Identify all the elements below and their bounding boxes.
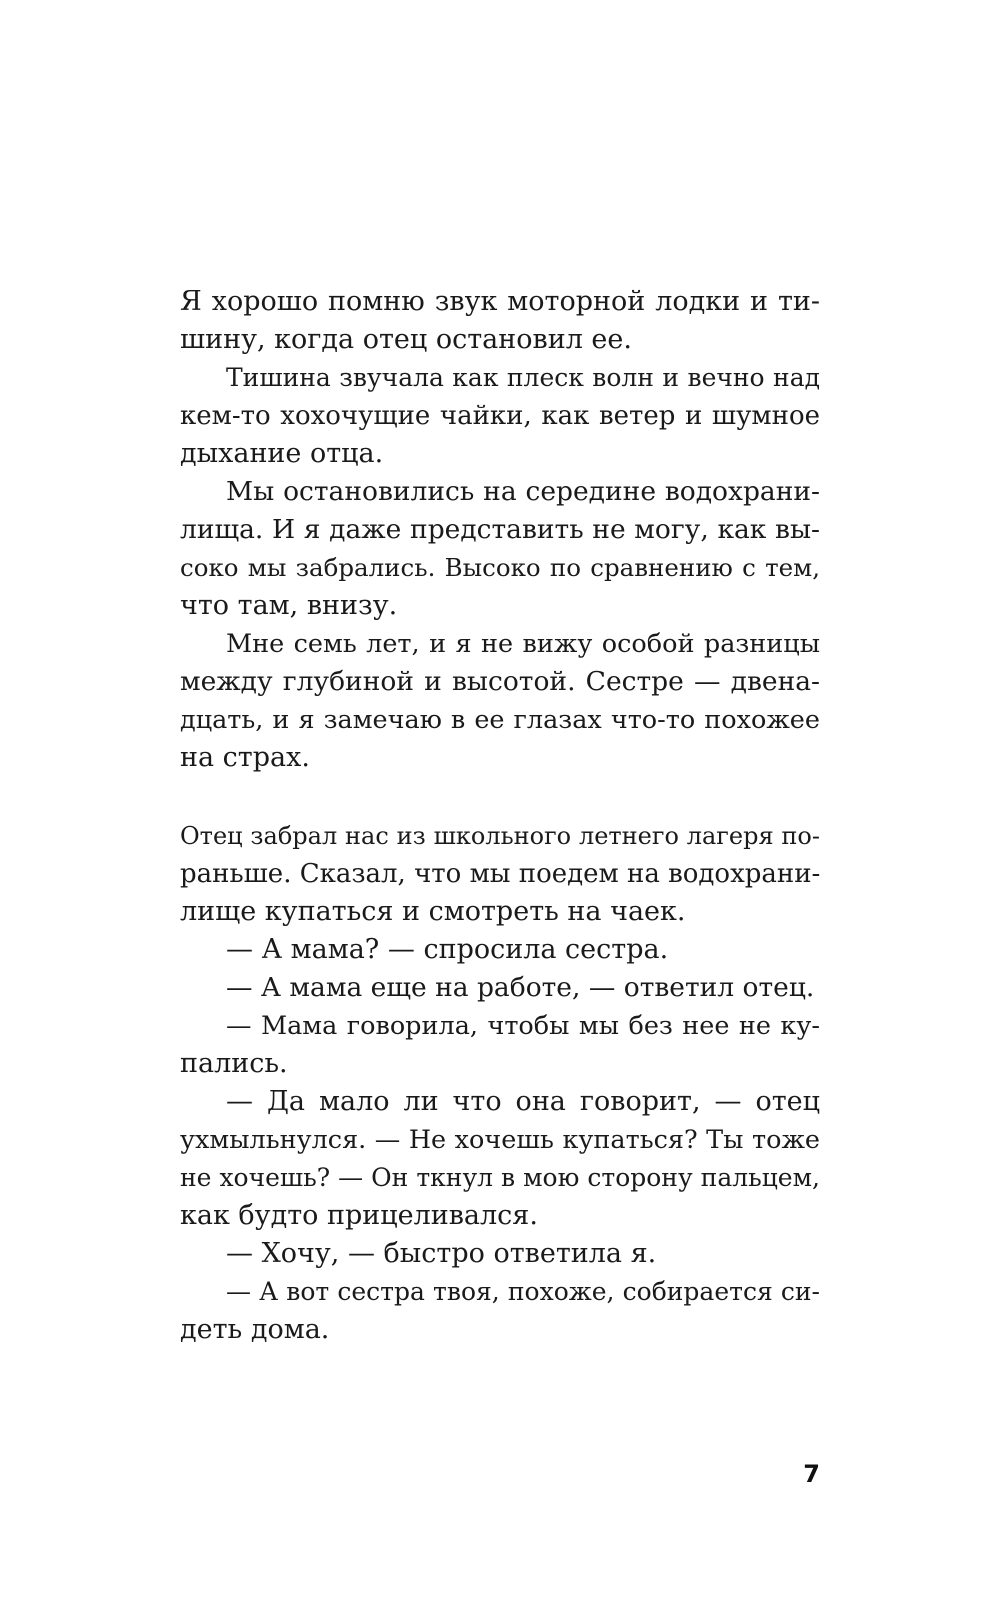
text-line: Тишина звучала как плеск волн и вечно над xyxy=(226,363,820,392)
text-line: Мне семь лет, и я не вижу особой разницы xyxy=(226,629,820,659)
text-line: деть дома. xyxy=(180,1314,330,1345)
text-line: шину, когда отец остановил ее. xyxy=(180,324,632,355)
text-line: — Да мало ли что она говорит, — отец xyxy=(226,1086,820,1117)
text-line: лища. И я даже представить не могу, как вы- xyxy=(180,514,820,545)
text-line: как будто прицеливался. xyxy=(180,1200,538,1231)
text-line: раньше. Сказал, что мы поедем на водохрани- xyxy=(180,859,821,889)
text-line: — Хочу, — быстро ответила я. xyxy=(226,1238,657,1269)
text-line: что там, внизу. xyxy=(180,590,398,621)
text-line: Я хорошо помню звук моторной лодки и ти- xyxy=(180,286,820,317)
text-line: ухмыльнулся. — Не хочешь купаться? Ты тоже xyxy=(180,1125,820,1155)
text-line: — Мама говорила, чтобы мы без нее не ку- xyxy=(226,1011,820,1041)
text-line: — А мама? — спросила сестра. xyxy=(226,934,669,965)
text-line: — А вот сестра твоя, похоже, собирается си- xyxy=(226,1277,820,1306)
text-line: не хочешь? — Он ткнул в мою сторону пальцем, xyxy=(180,1163,820,1192)
text-line: дцать, и я замечаю в ее глазах что-то похожее xyxy=(180,705,820,735)
text-line: Мы остановились на середине водохрани- xyxy=(226,476,820,507)
page-number: 7 xyxy=(803,1460,820,1488)
text-line: — А мама еще на работе, — ответил отец. xyxy=(226,972,815,1003)
text-line: на страх. xyxy=(180,742,310,773)
text-line: лище купаться и смотреть на чаек. xyxy=(180,896,686,927)
text-line: между глубиной и высотой. Сестре — двена- xyxy=(180,666,820,697)
text-line: кем-то хохочущие чайки, как ветер и шумное xyxy=(180,401,820,431)
text-line: пались. xyxy=(180,1048,288,1079)
text-line: дыхание отца. xyxy=(180,438,384,469)
text-line: соко мы забрались. Высоко по сравнению с тем, xyxy=(180,553,820,582)
text-line: Отец забрал нас из школьного летнего лагеря по- xyxy=(180,822,820,850)
